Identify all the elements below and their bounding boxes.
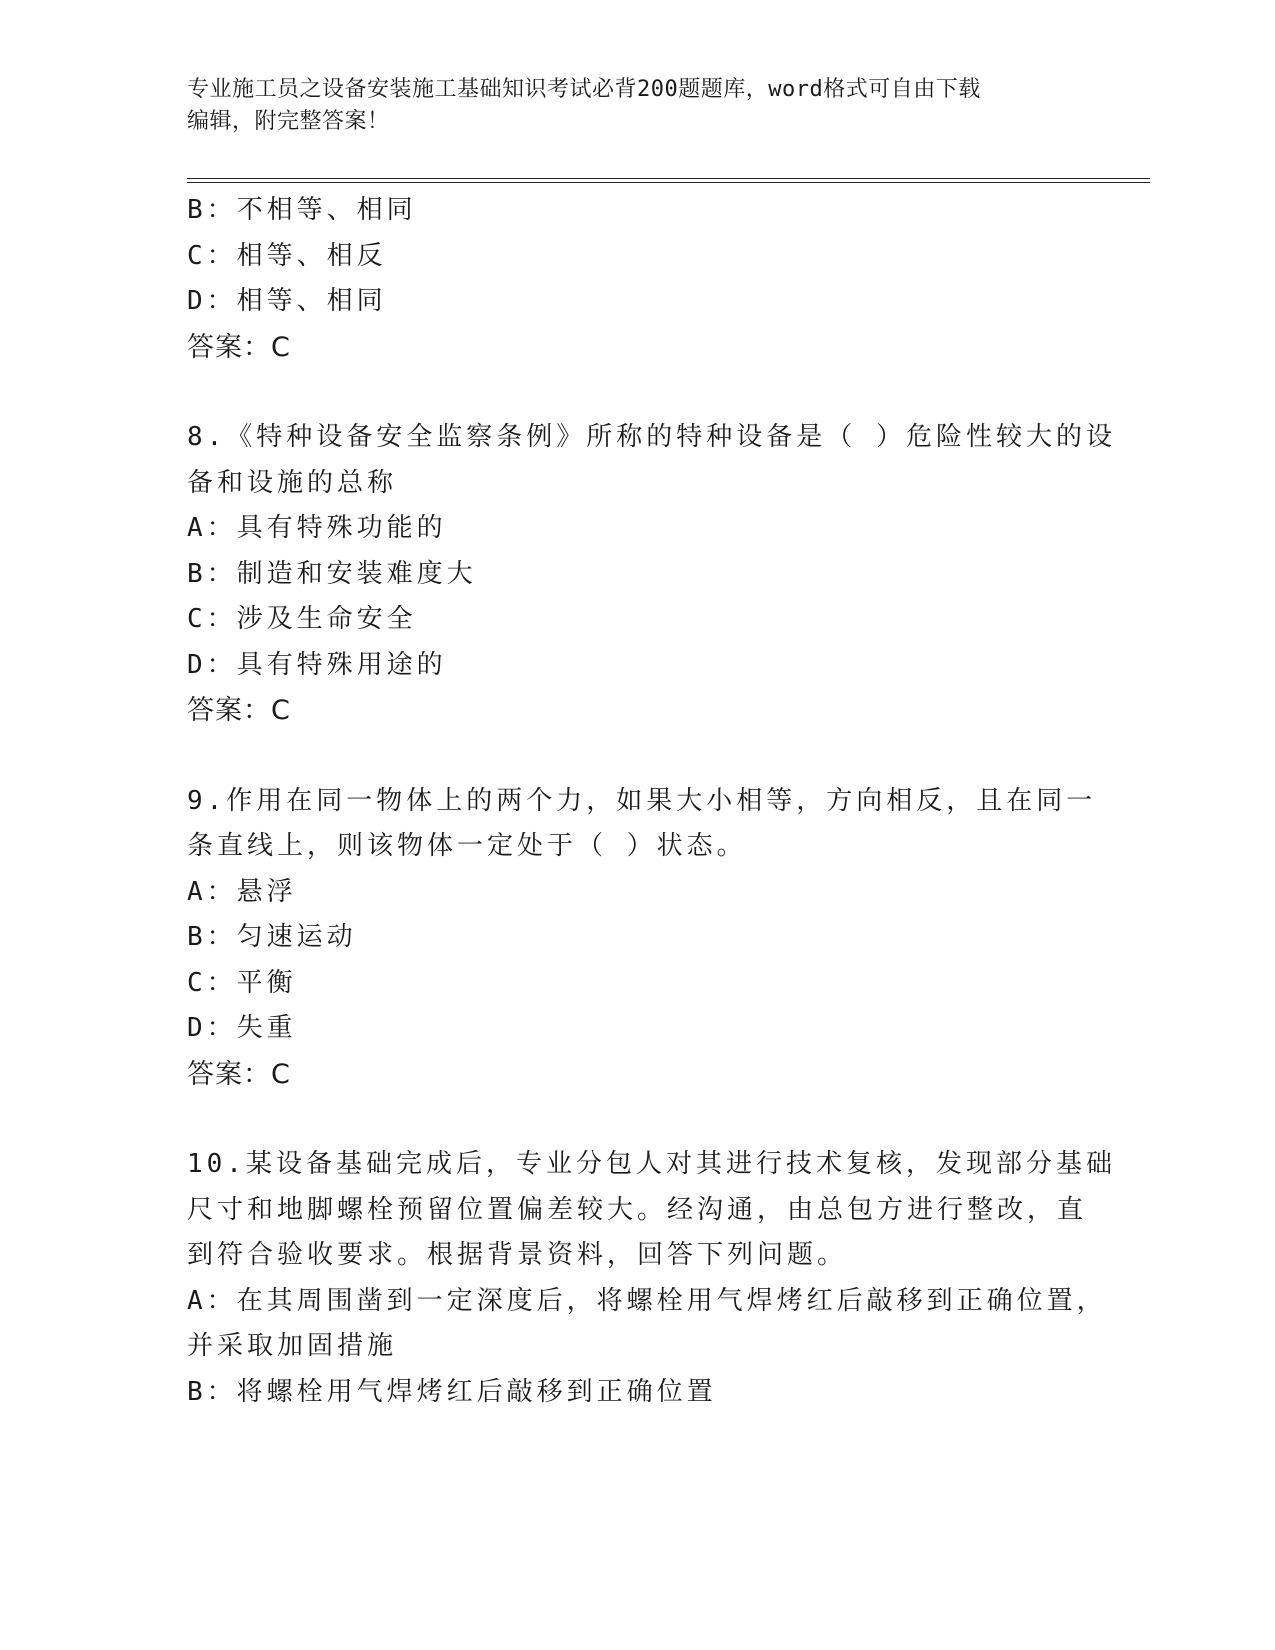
option-b: B：制造和安装难度大 (187, 558, 477, 589)
spacer (187, 370, 1087, 415)
question-list (187, 188, 1116, 1415)
question-7-tail (187, 188, 1087, 370)
question-stem: 尺寸和地脚螺栓预留位置偏差较大。经沟通，由总包方进行整改，直 (187, 1194, 1088, 1225)
option-a: A：悬浮 (187, 876, 297, 907)
document-header (187, 74, 1067, 138)
option-d: D：失重 (187, 1013, 297, 1043)
question-stem: 备和设施的总称 (187, 467, 398, 498)
header-title-line-2: 编辑，附完整答案！ (187, 109, 390, 134)
answer: 答案：C (187, 695, 291, 726)
option-b: B：不相等、相同 (187, 195, 417, 225)
option-c: C：涉及生命安全 (187, 604, 417, 634)
option-c: C：平衡 (187, 967, 297, 998)
question-stem: 9.作用在同一物体上的两个力，如果大小相等，方向相反，且在同一 (187, 785, 1097, 816)
option-c: C：相等、相反 (187, 240, 387, 271)
option-b: B：将螺栓用气焊烤红后敲移到正确位置 (187, 1376, 717, 1407)
question-stem: 到符合验收要求。根据背景资料，回答下列问题。 (187, 1240, 848, 1270)
answer: 答案：C (187, 1058, 291, 1090)
option-a: A：在其周围凿到一定深度后，将螺栓用气焊烤红后敲移到正确位置， (187, 1285, 1107, 1316)
spacer (187, 1097, 1087, 1142)
question-9 (187, 779, 1097, 1098)
header-divider (187, 178, 1150, 183)
question-stem: 8.《特种设备安全监察条例》所称的特种设备是（ ）危险性较大的设 (187, 422, 1116, 452)
header-title-line-1: 专业施工员之设备安装施工基础知识考试必背200题题库，word格式可自由下载 (187, 77, 981, 102)
spacer (187, 734, 1087, 779)
question-stem: 10.某设备基础完成后，专业分包人对其进行技术复核，发现部分基础 (187, 1149, 1116, 1179)
question-stem: 条直线上，则该物体一定处于（ ）状态。 (187, 831, 747, 861)
answer: 答案：C (187, 331, 291, 363)
question-8 (187, 415, 1116, 734)
option-b: B：匀速运动 (187, 922, 357, 952)
option-a-continued: 并采取加固措施 (187, 1331, 398, 1361)
option-d: D：相等、相同 (187, 286, 387, 316)
option-d: D：具有特殊用途的 (187, 649, 447, 680)
option-a: A：具有特殊功能的 (187, 513, 447, 543)
question-10 (187, 1142, 1116, 1415)
